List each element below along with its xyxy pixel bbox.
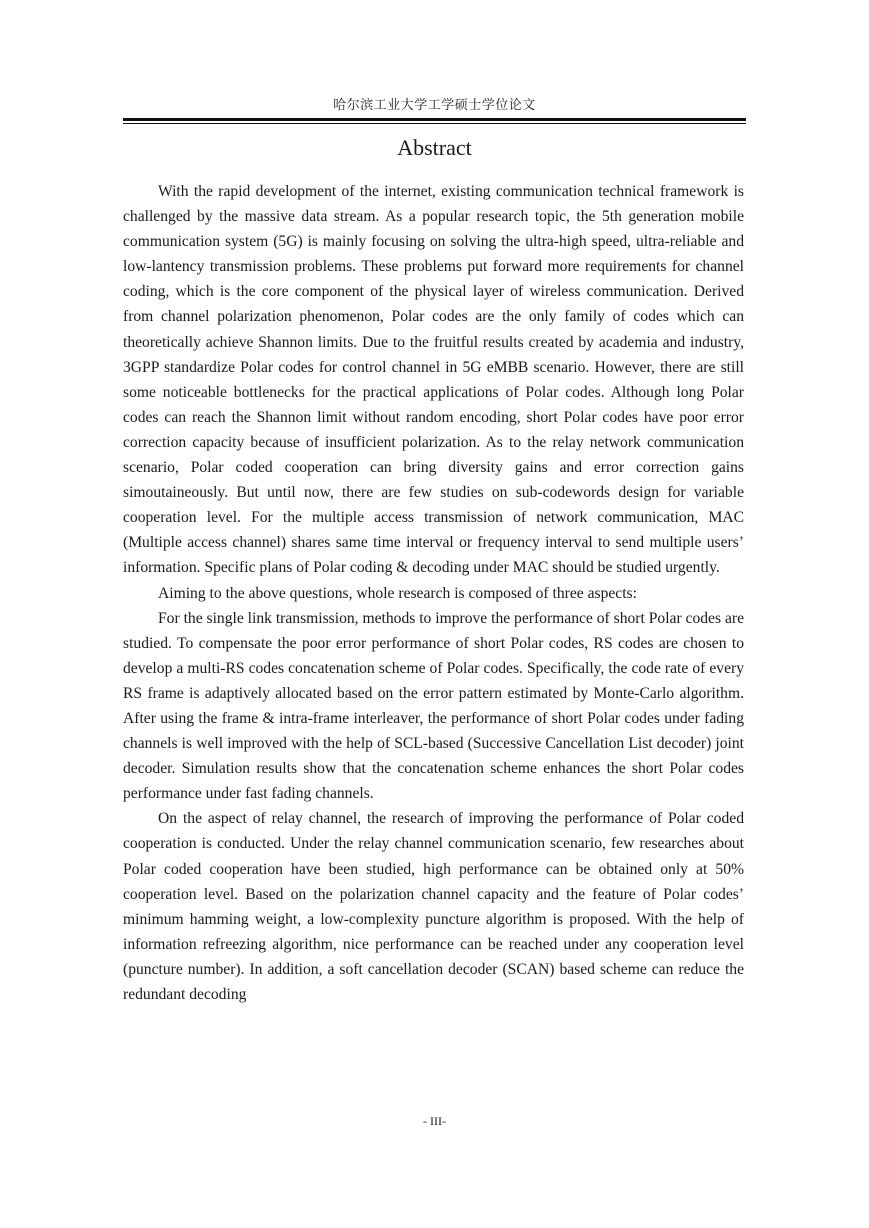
running-header: 哈尔滨工业大学工学硕士学位论文	[333, 97, 536, 112]
header-rule-thin	[123, 123, 746, 124]
paragraph-4: On the aspect of relay channel, the research of improving the performance of Polar coded cooperation is conducted. Under the relay channel communication scenario, few researches about Polar coded cooperation have been studied, high performance can be obtained only at 50% cooperation level. Based on the polarization channel capacity and the feature of Polar codes’ minimum hamming weight, a low-complexity puncture algorithm is proposed. With the help of information refreezing algorithm, nice performance can be reached under any cooperation level (puncture number). In addition, a soft cancellation decoder (SCAN) based scheme can reduce the redundant decoding	[123, 810, 744, 1003]
paragraph-3: For the single link transmission, methods to improve the performance of short Polar codes are studied. To compensate the poor error performance of short Polar codes, RS codes are chosen to develop a multi-RS codes concatenation scheme of Polar codes. Specifically, the code rate of every RS frame is adaptively allocated based on the error pattern estimated by Monte-Carlo algorithm. After using the frame & intra-frame interleaver, the performance of short Polar codes under fading channels is well improved with the help of SCL-based (Successive Cancellation List decoder) joint decoder. Simulation results show that the concatenation scheme enhances the short Polar codes performance under fast fading channels.	[123, 609, 744, 803]
page-title: Abstract	[397, 135, 472, 160]
page-number: - III-	[423, 1114, 446, 1128]
paragraph-2: Aiming to the above questions, whole research is composed of three aspects:	[158, 584, 637, 602]
paragraph-1: With the rapid development of the internet, existing communication technical framework is challenged by the massive data stream. As a popular research topic, the 5th generation mobile communication system (5G) is mainly focusing on solving the ultra-high speed, ultra-reliable and low-lantency transmission problems. These problems put forward more requirements for channel coding, which is the core component of the physical layer of wireless communication. Derived from channel polarization phenomenon, Polar codes are the only family of codes which can theoretically achieve Shannon limits. Due to the fruitful results created by academia and industry, 3GPP standardize Polar codes for control channel in 5G eMBB scenario. However, there are still some noticeable bottlenecks for the practical applications of Polar codes. Although long Polar codes can reach the Shannon limit without random encoding, short Polar codes have poor error correction capacity because of insufficient polarization. As to the relay network communication scenario, Polar coded cooperation can bring diversity gains and error correction gains simoutaineously. But until now, there are few studies on sub-codewords design for variable cooperation level. For the multiple access transmission of network communication, MAC (Multiple access channel) shares same time interval or frequency interval to send multiple users’ information. Specific plans of Polar coding & decoding under MAC should be studied urgently.	[123, 183, 744, 577]
header-rule-thick	[123, 118, 746, 121]
abstract-body	[123, 179, 744, 1007]
